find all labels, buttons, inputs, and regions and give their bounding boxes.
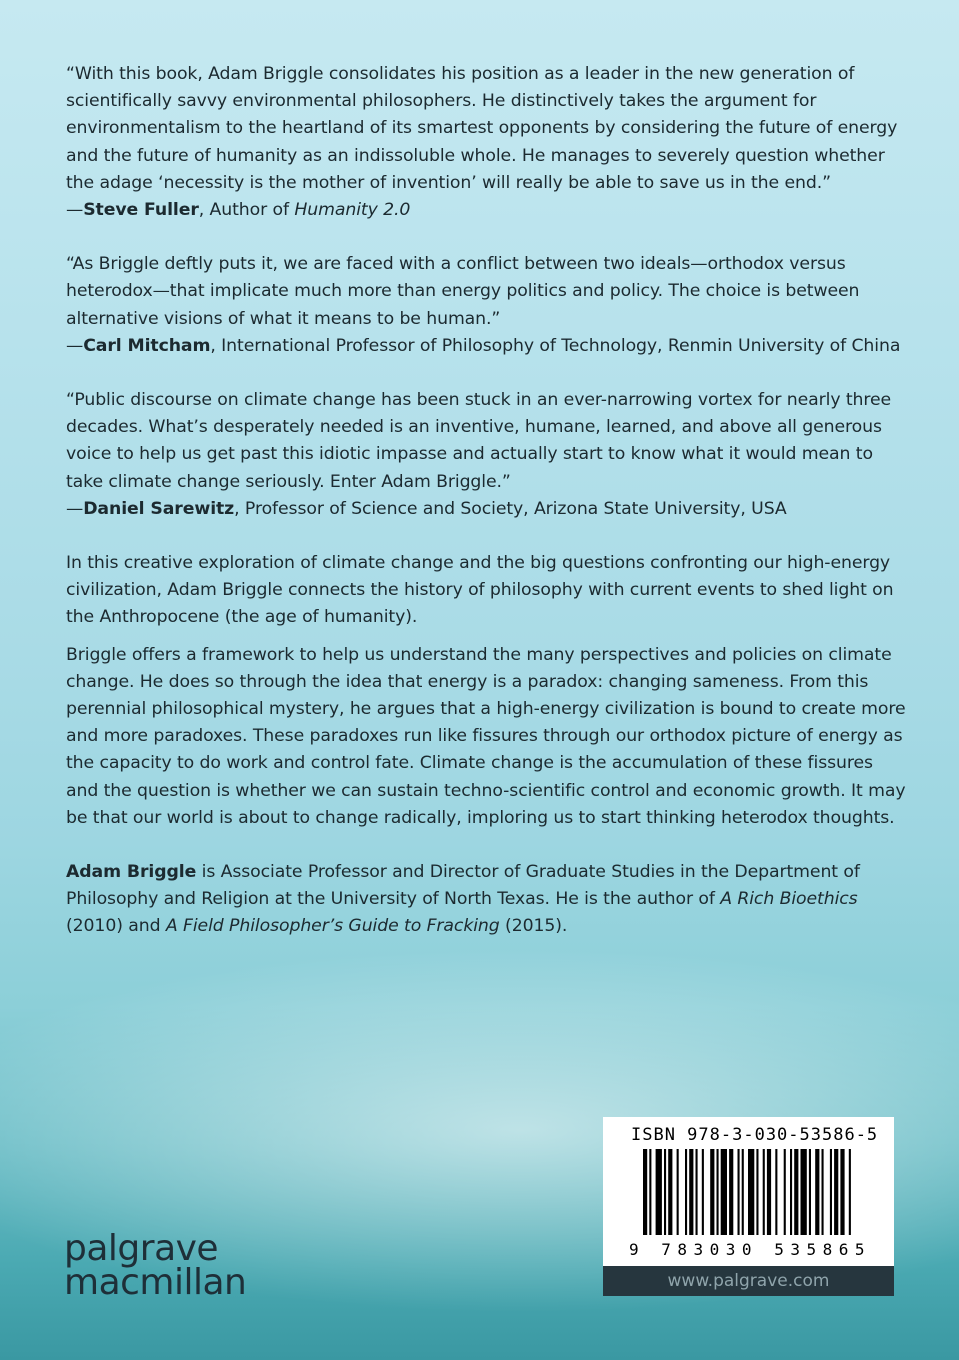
barcode-bar (849, 1149, 851, 1235)
barcode-bar (775, 1149, 777, 1235)
barcode-bar (702, 1149, 704, 1235)
bio-text: (2010) and (66, 916, 166, 937)
author-bio (66, 859, 906, 941)
quote-1: “With this book, Adam Briggle consolidates his position as a leader in the new generation of scientifically savvy environmental philosophers. He distinctively takes the argument for environmentalism to the heartland of its smartest opponents by considering the future of energy and the future of humanity as an indissoluble whole. He manages to severely question whether the adage ‘necessity is the mother of invention’ will really be able to save us in the end.” (66, 64, 898, 193)
quote-2-attribution (66, 333, 906, 360)
attribution-dash: — (66, 335, 84, 356)
barcode-bar (748, 1149, 754, 1235)
barcode-bar (668, 1149, 672, 1235)
book-title: A Rich Bioethics (720, 889, 858, 910)
barcode-bar (834, 1149, 838, 1235)
barcode-bar (815, 1149, 819, 1235)
quote-2: “As Briggle deftly puts it, we are faced with a conflict between two ideals—orthodox versus heterodox—that implicate much more than energy politics and policy. The choice is between alternative visions of what it means to be human.” (66, 254, 860, 329)
reviewer-role: , International Professor of Philosophy of Technology, Renmin University of China (210, 335, 901, 356)
barcode-bar (840, 1149, 844, 1235)
description-paragraph-1: In this creative exploration of climate change and the big questions confronting our high-energy civilization, Adam Briggle connects the history of philosophy with current events to shed light on the Anthropocene (the age of humanity). (66, 553, 894, 628)
barcode-bar (710, 1149, 714, 1235)
barcode-bar (685, 1149, 687, 1235)
attribution-dash: — (66, 200, 84, 221)
barcode-bar (738, 1149, 740, 1235)
bio-text: (2015). (499, 916, 568, 937)
publisher-logo (64, 1228, 247, 1303)
barcode-bar (756, 1149, 758, 1235)
isbn-label: ISBN 978-3-030-53586-5 (631, 1125, 879, 1145)
back-cover-text (66, 61, 906, 941)
reviewer-name: Daniel Sarewitz (83, 498, 235, 519)
barcode-bar (689, 1149, 693, 1235)
description-paragraph-2: Briggle offers a framework to help us understand the many perspectives and policies on climate change. He does so through the idea that energy is a paradox: changing sameness. From this perennial philosophical mystery, he argues that a high-energy civilization is bound to create more and more paradoxes. These paradoxes run like fissures through our orthodox picture of energy as the capacity to do work and control fate. Climate change is the accumulation of these fissures and the question is whether we can sustain techno-scientific control and economic growth. It may be that our world is about to change radically, imploring us to start thinking heterodox thoughts. (66, 644, 906, 828)
barcode-icon (643, 1149, 853, 1241)
barcode-bar (643, 1149, 647, 1235)
reviewer-role: , Professor of Science and Society, Arizona State University, USA (234, 498, 787, 519)
barcode-bar (809, 1149, 811, 1235)
barcode-bar (767, 1149, 771, 1235)
barcode-bar (717, 1149, 719, 1235)
barcode-bar (649, 1149, 651, 1235)
logo-line-macmillan: macmillan (64, 1262, 247, 1303)
bio-text: is Associate Professor and Director of Graduate Studies in the Department of Philosophy and Religion at the University of North Texas. He is the author of (66, 862, 860, 910)
barcode-bar (830, 1149, 832, 1235)
logo-line-palgrave: palgrave (64, 1228, 219, 1269)
barcode-bar (664, 1149, 666, 1235)
quote-1-attribution (66, 197, 906, 224)
attribution-dash: — (66, 498, 84, 519)
reviewer-name: Carl Mitcham (83, 335, 211, 356)
reviewer-role: , Author of (198, 200, 295, 221)
publisher-url: www.palgrave.com (603, 1266, 894, 1296)
book-title: A Field Philosopher’s Guide to Fracking (165, 916, 500, 937)
barcode-bar (794, 1149, 798, 1235)
barcode-digits: 9 783030 535865 (629, 1240, 871, 1259)
author-name: Adam Briggle (66, 862, 197, 883)
barcode-bar (677, 1149, 679, 1235)
reviewer-work-title: Humanity 2.0 (294, 200, 411, 221)
barcode-bar (784, 1149, 786, 1235)
barcode-bar (763, 1149, 765, 1235)
barcode-bar (696, 1149, 698, 1235)
quote-3: “Public discourse on climate change has been stuck in an ever-narrowing vortex for nearly three decades. What’s desperately needed is an inventive, humane, learned, and above all generous voice to help us get past this idiotic impasse and actually start to know what it would mean to take climate change seriously. Enter Adam Briggle.” (66, 390, 892, 492)
barcode-bar (656, 1149, 662, 1235)
isbn-barcode-box (603, 1117, 894, 1266)
barcode-bar (822, 1149, 824, 1235)
barcode-bar (721, 1149, 727, 1235)
reviewer-name: Steve Fuller (83, 200, 199, 221)
barcode-bar (742, 1149, 744, 1235)
quote-3-attribution (66, 496, 906, 523)
barcode-bar (801, 1149, 807, 1235)
barcode-bar (790, 1149, 792, 1235)
barcode-bar (729, 1149, 733, 1235)
